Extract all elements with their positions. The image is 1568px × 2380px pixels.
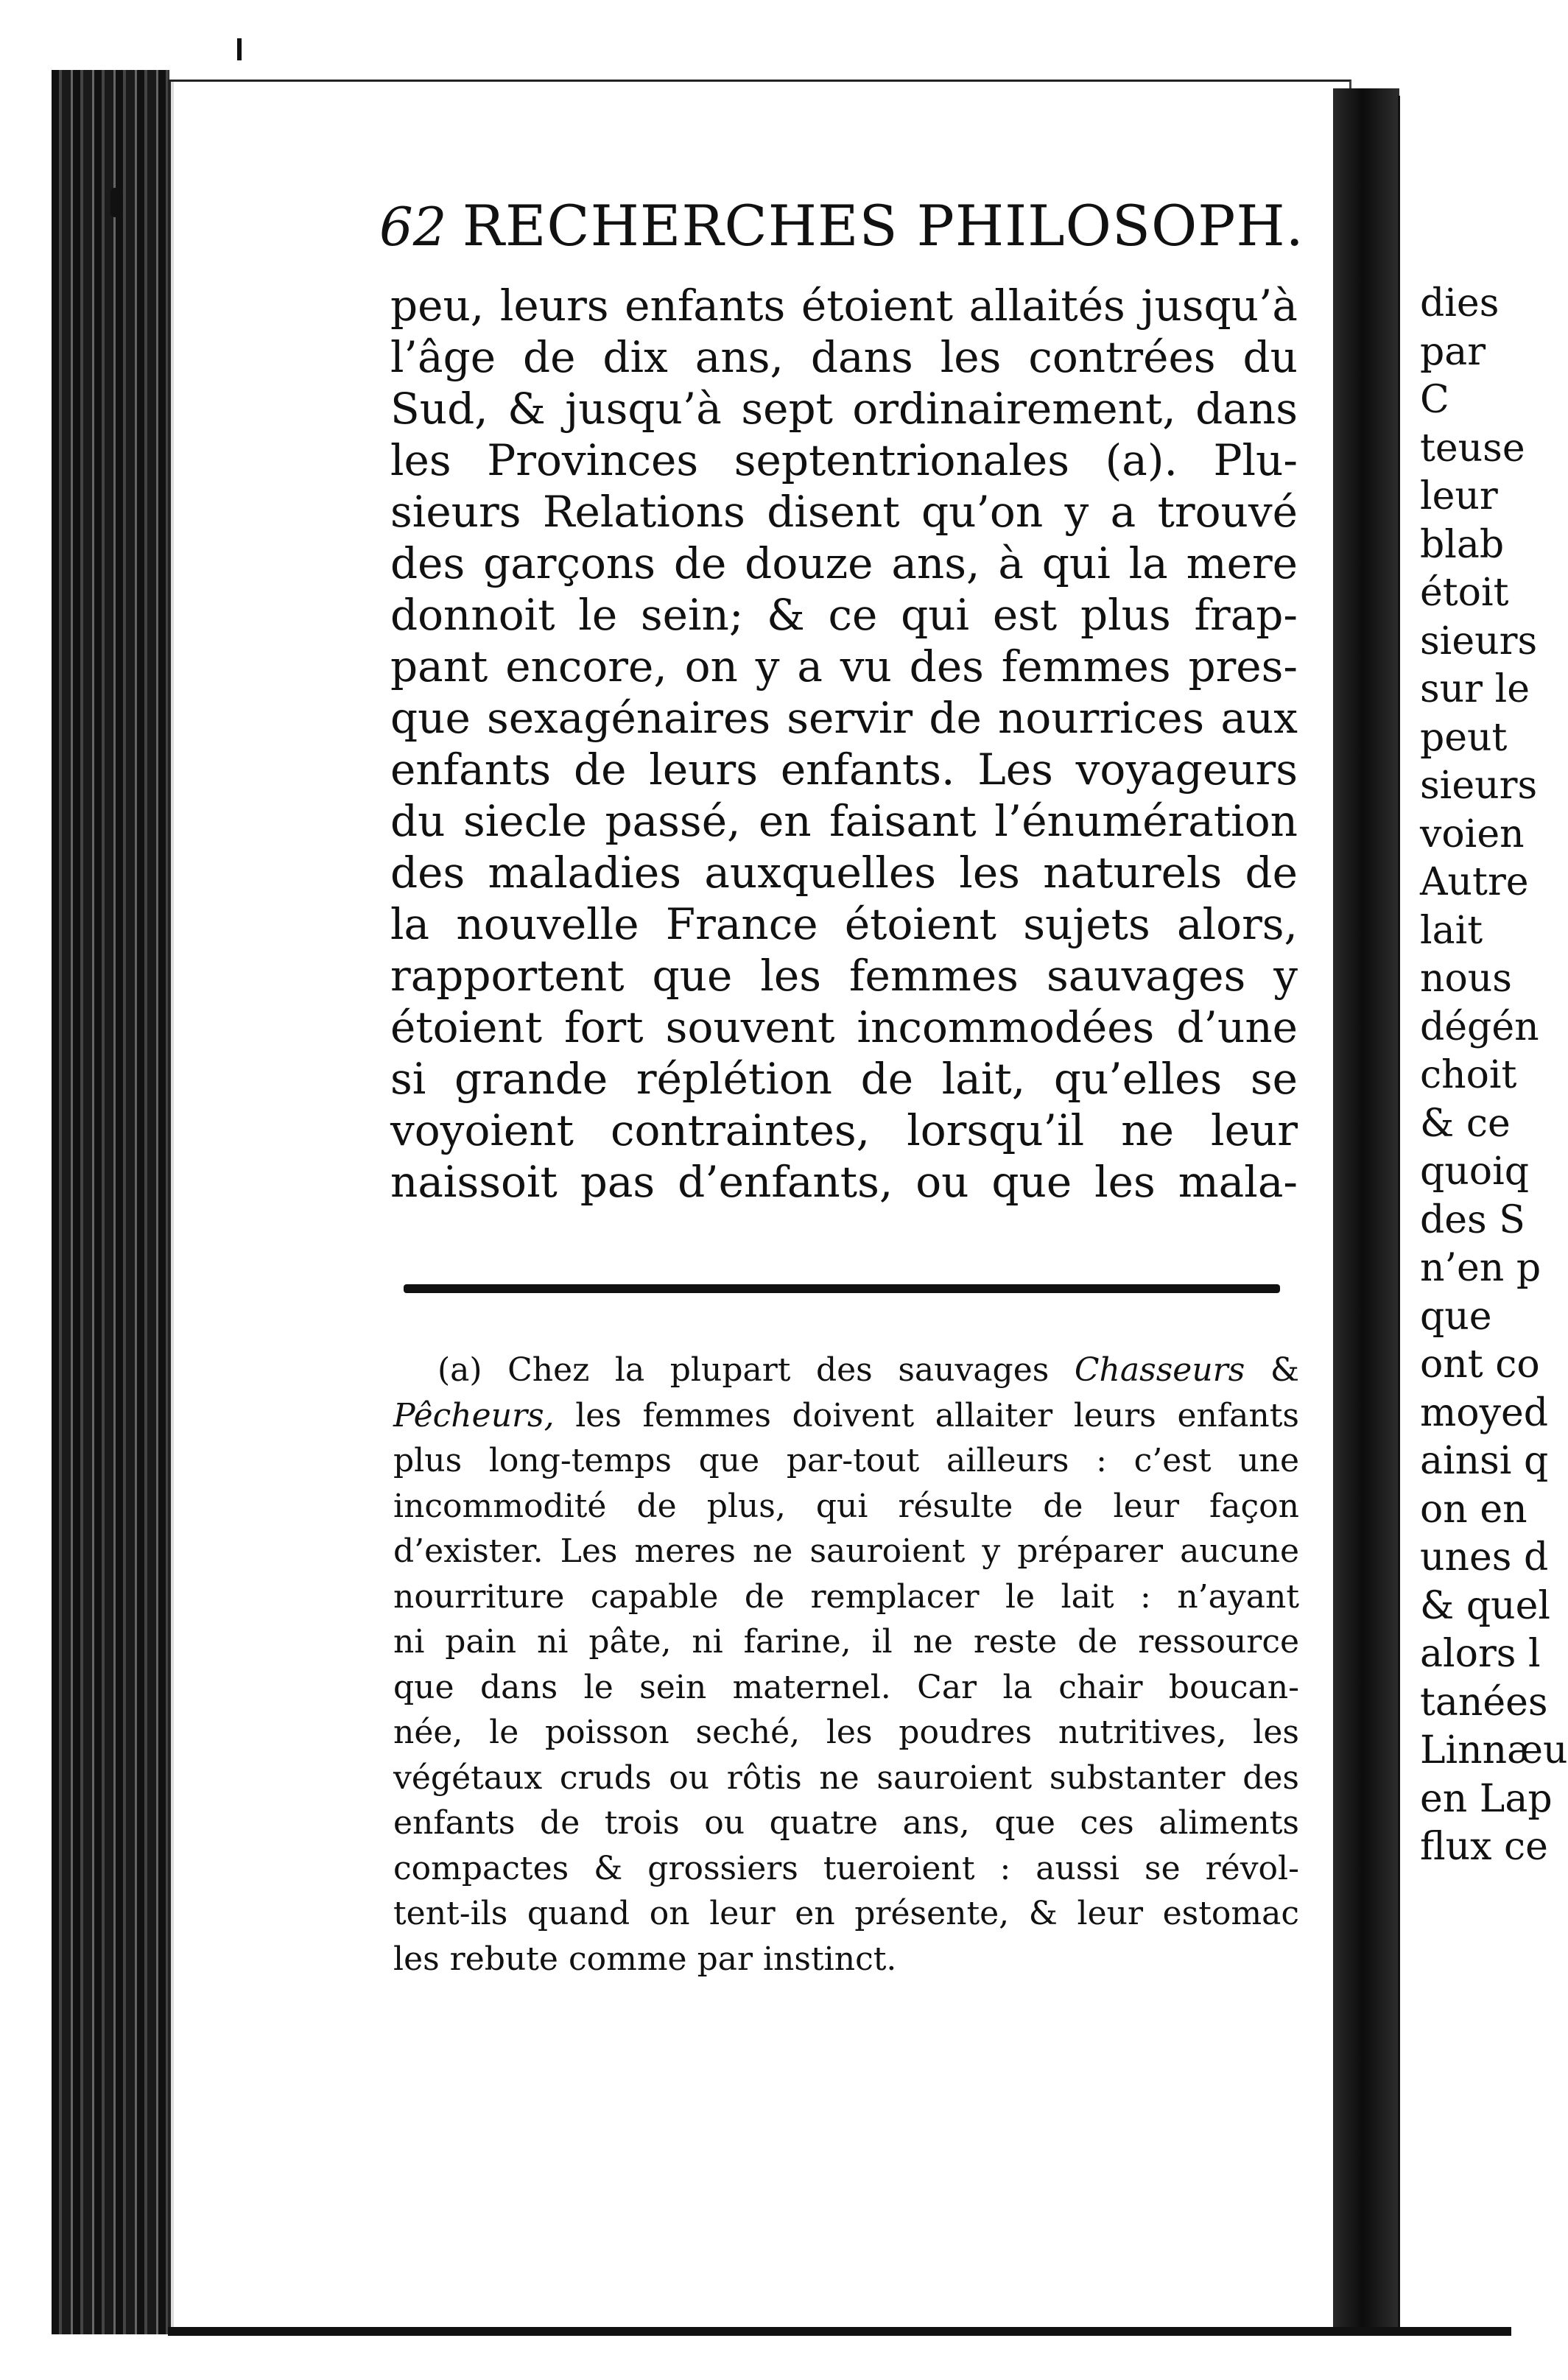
right-page-line: sur le <box>1420 667 1530 711</box>
right-page-line: voien <box>1420 811 1525 856</box>
scan-speck <box>110 188 119 217</box>
right-page-line: dégén <box>1420 1004 1539 1049</box>
footnote-line: tent-ils quand on leur en présente, & leur estomac <box>393 1895 1299 1932</box>
body-line: la nouvelle France étoient sujets alors, <box>390 899 1298 949</box>
right-page-line: moyed <box>1420 1390 1549 1435</box>
right-page-line: choit <box>1420 1053 1517 1097</box>
footnote-line: nourriture capable de remplacer le lait : n’ayant <box>393 1577 1299 1616</box>
body-line: les Provinces septentrionales (a). Plu- <box>390 435 1298 485</box>
footnote-line <box>393 1348 1299 1393</box>
body-line: naissoit pas d’enfants, ou que les mala- <box>390 1157 1298 1207</box>
footnote-text: & <box>1245 1351 1299 1389</box>
body-line: enfants de leurs enfants. Les voyageurs <box>390 744 1298 795</box>
right-page-line: sieurs <box>1420 764 1538 808</box>
footnote-line: que dans le sein maternel. Car la chair boucan- <box>393 1668 1299 1706</box>
footnote-text: les femmes doivent allaiter leurs enfants <box>554 1396 1299 1434</box>
footnote-line: née, le poisson seché, les poudres nutritives, les <box>393 1714 1299 1751</box>
right-page-line: par <box>1420 329 1486 374</box>
footnote-line: incommodité de plus, qui résulte de leur façon <box>393 1487 1299 1525</box>
right-page-line: & ce <box>1420 1101 1511 1146</box>
right-page-line: & quel <box>1420 1583 1550 1628</box>
right-page-line: dies <box>1420 281 1500 325</box>
body-line: rapportent que les femmes sauvages y <box>390 951 1298 1001</box>
right-page-line: peut <box>1420 715 1508 760</box>
right-page-line: étoit <box>1420 571 1509 615</box>
body-line: des maladies auxquelles les naturels de <box>390 848 1298 898</box>
footnote <box>393 1348 1299 2010</box>
body-line: voyoient contraintes, lorsqu’il ne leur <box>390 1105 1298 1155</box>
right-page-line: blab <box>1420 522 1505 567</box>
footnote-line: les rebute comme par instinct. <box>393 1940 897 1978</box>
right-page-line: teuse <box>1420 426 1525 471</box>
footnote-text: (a) Chez la plupart des sauvages <box>437 1351 1075 1389</box>
right-page-line: Linnæu <box>1420 1728 1568 1772</box>
body-line: sieurs Relations disent qu’on y a trouvé <box>390 487 1298 537</box>
right-page-line: leur <box>1420 474 1498 518</box>
footnote-line: compactes & grossiers tueroient : aussi se révol- <box>393 1849 1299 1887</box>
body-line: pant encore, on y a vu des femmes pres- <box>390 641 1298 691</box>
right-page-line: n’en p <box>1420 1246 1541 1290</box>
body-line: du siecle passé, en faisant l’énumération <box>390 796 1298 846</box>
page-number: 62 <box>379 196 447 258</box>
scan-bottom-edge <box>168 2327 1511 2336</box>
footnote-line: ni pain ni pâte, ni farine, il ne reste de ressource <box>393 1623 1299 1661</box>
body-line: Sud, & jusqu’à sept ordinairement, dans <box>390 384 1298 434</box>
right-page-line: alors l <box>1420 1632 1541 1676</box>
footnote-line: enfants de trois ou quatre ans, que ces aliments <box>393 1804 1299 1842</box>
body-line: l’âge de dix ans, dans les contrées du <box>390 332 1298 382</box>
right-page-line: C <box>1420 378 1449 422</box>
right-page-line: que <box>1420 1294 1492 1339</box>
footnote-line: plus long-temps que par-tout ailleurs : c’est une <box>393 1442 1299 1479</box>
body-line: peu, leurs enfants étoient allaités jusqu’à <box>390 281 1298 331</box>
right-page-line: lait <box>1420 908 1483 953</box>
page-gutter <box>1333 88 1399 2327</box>
right-page-line: sieurs <box>1420 619 1538 663</box>
body-line: étoient fort souvent incommodées d’une <box>390 1002 1298 1052</box>
footnote-italic-term: Chasseurs <box>1074 1351 1245 1389</box>
right-page-line: flux ce <box>1420 1825 1548 1869</box>
right-page-line: unes d <box>1420 1535 1549 1580</box>
right-page-line: nous <box>1420 957 1512 1001</box>
body-text <box>390 280 1298 1230</box>
page-header <box>379 193 1304 274</box>
body-line: si grande réplétion de lait, qu’elles se <box>390 1054 1298 1104</box>
right-page-line: des S <box>1420 1197 1525 1242</box>
body-line: des garçons de douze ans, à qui la mere <box>390 538 1298 588</box>
right-page-line: quoiq <box>1420 1149 1530 1194</box>
footnote-line: végétaux cruds ou rôtis ne sauroient substanter des <box>393 1758 1299 1797</box>
right-page-line: tanées <box>1420 1680 1548 1725</box>
right-page-line: Autre <box>1420 860 1529 904</box>
right-page-line: ainsi q <box>1420 1439 1549 1483</box>
right-page-line: ont co <box>1420 1342 1540 1387</box>
footnote-line: d’exister. Les meres ne sauroient y préparer aucune <box>393 1532 1299 1570</box>
footnote-line <box>393 1393 1299 1439</box>
right-page-line: on en <box>1420 1487 1527 1532</box>
right-page-line: en Lap <box>1420 1776 1553 1821</box>
footnote-italic-term: Pêcheurs, <box>393 1396 555 1434</box>
body-line: que sexagénaires servir de nourrices aux <box>390 693 1298 743</box>
right-page-text-fragment <box>1420 280 1568 1872</box>
book-spine-edge <box>52 70 169 2334</box>
running-title: RECHERCHES PHILOSOPH. <box>462 193 1304 258</box>
body-line: donnoit le sein; & ce qui est plus frap- <box>390 590 1298 640</box>
scan-speck <box>237 38 242 60</box>
footnote-separator-rule <box>404 1284 1280 1293</box>
